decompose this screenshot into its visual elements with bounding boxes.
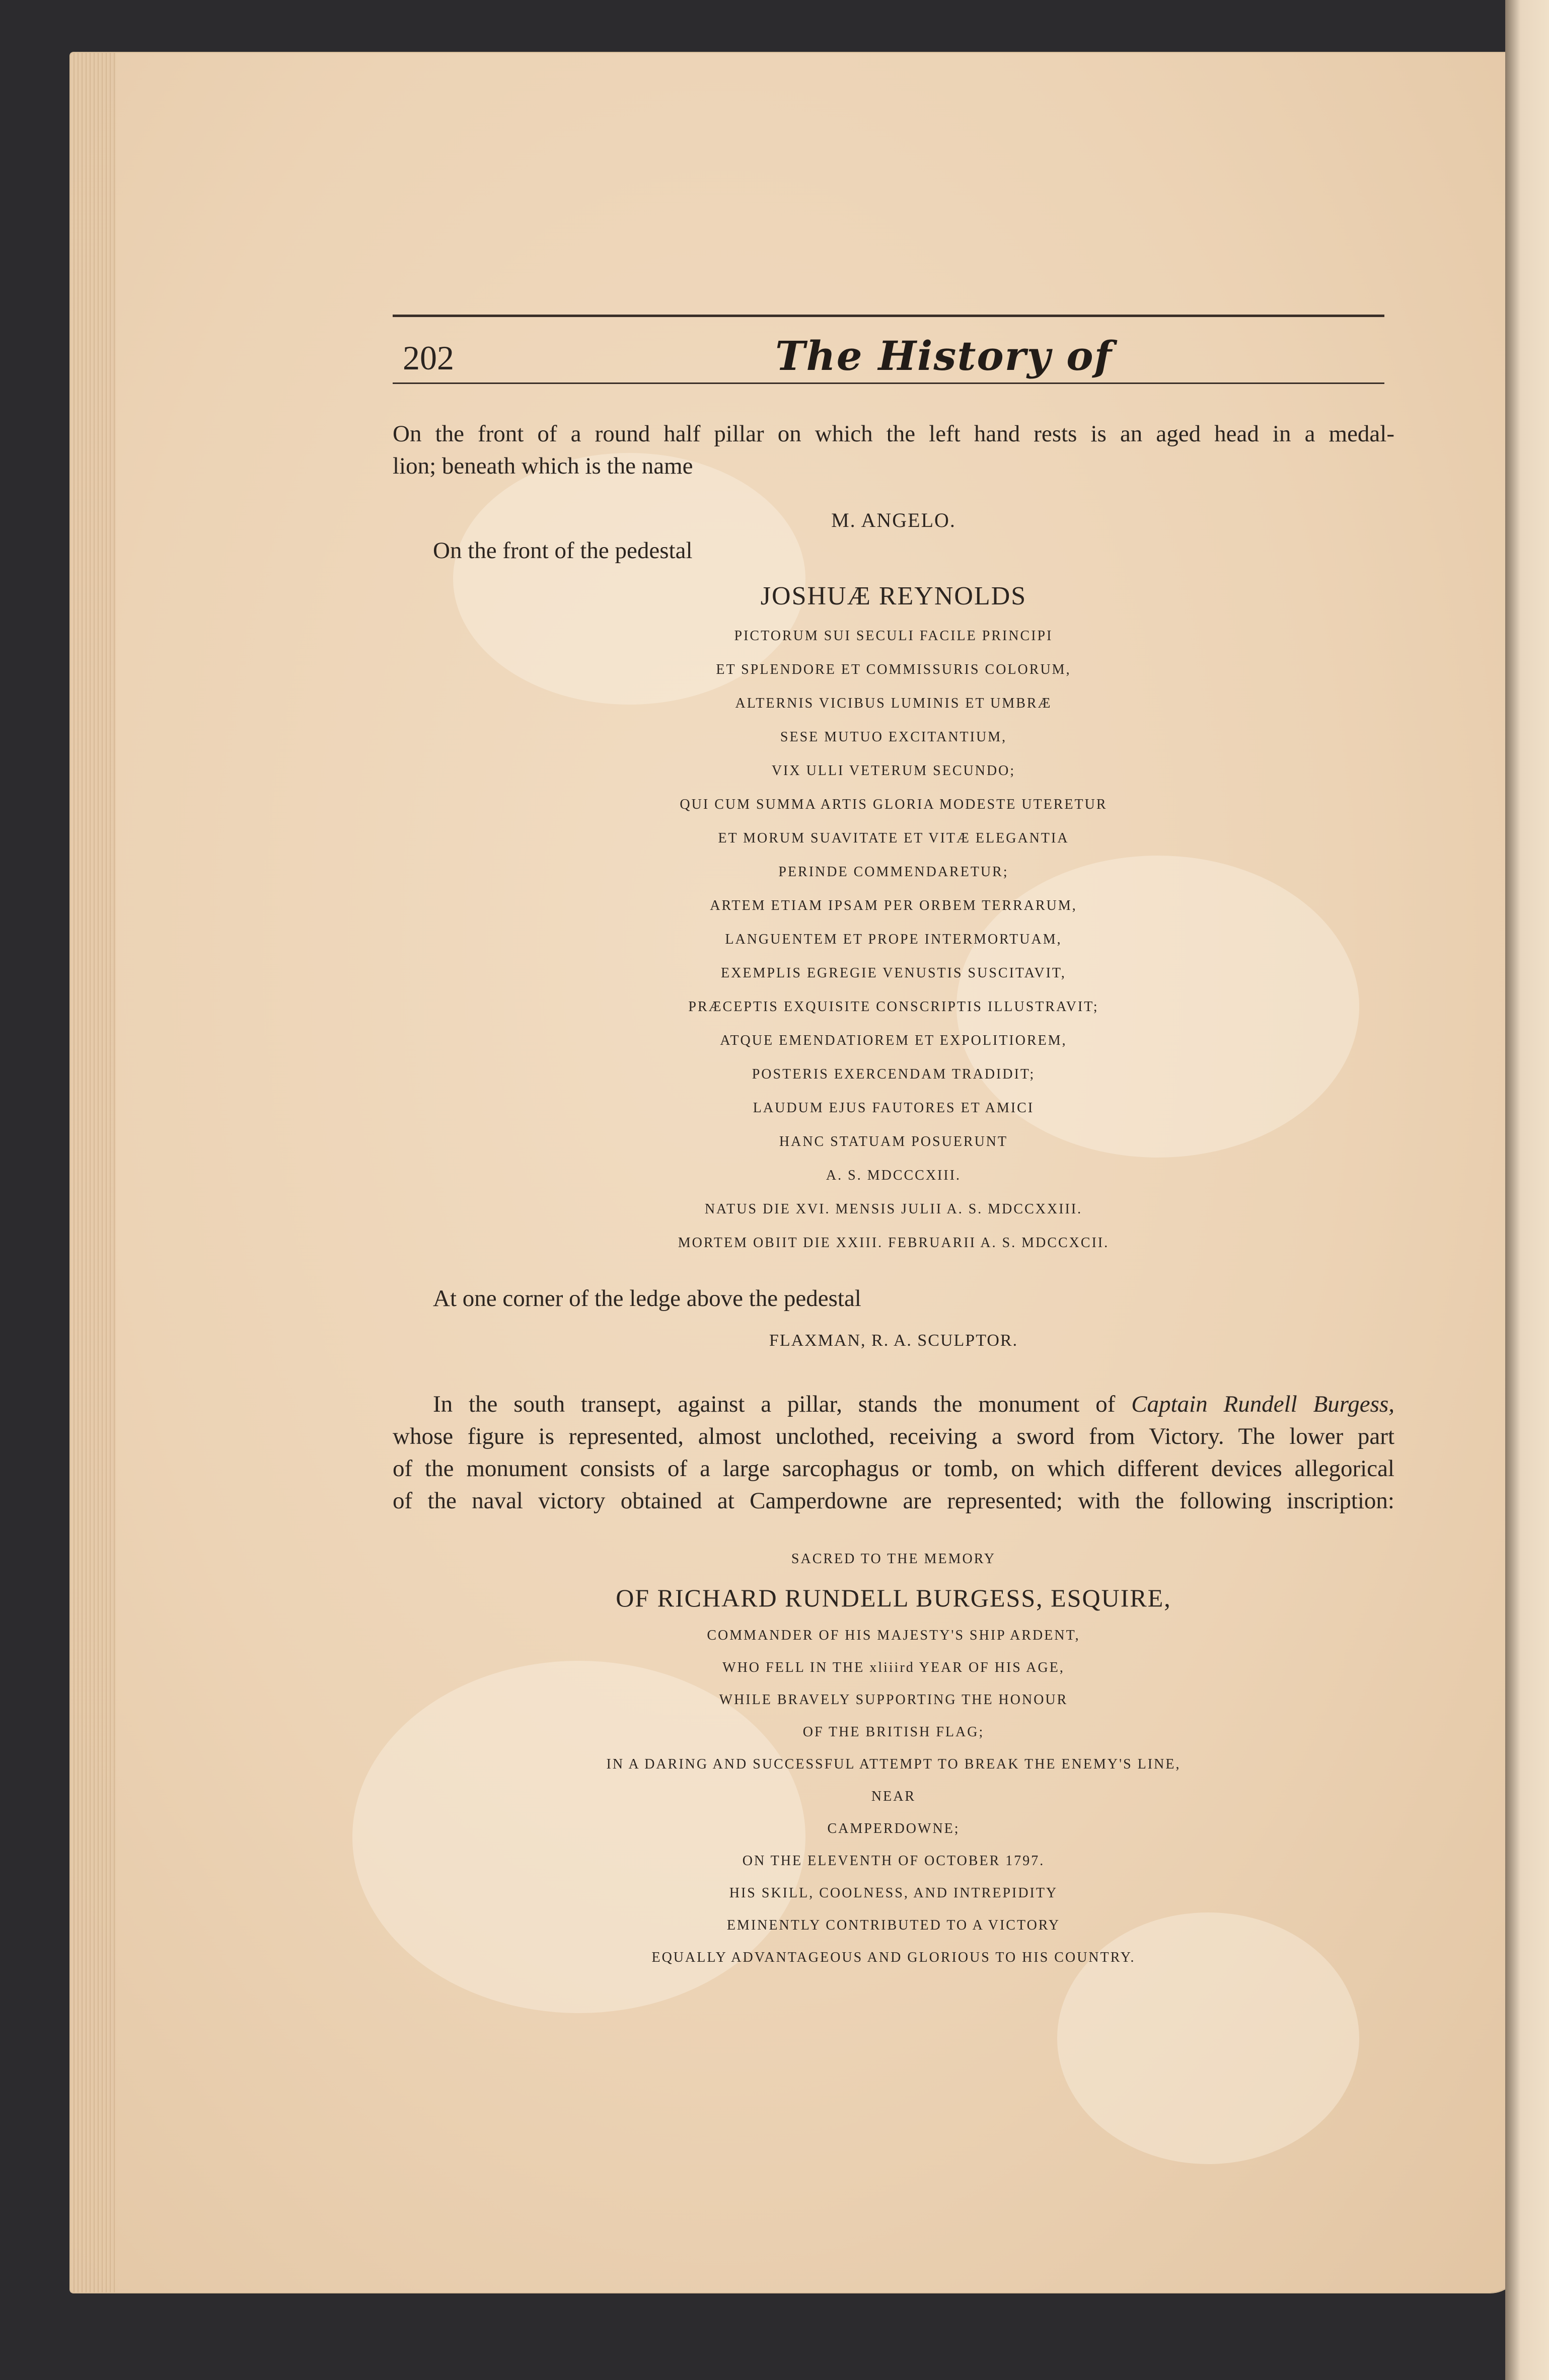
inscription-line: NATUS DIE XVI. MENSIS JULII A. S. MDCCXXIII. (704, 1201, 1083, 1217)
inscription-line: VIX ULLI VETERUM SECUNDO; (771, 763, 1016, 779)
inscription-line: QUI CUM SUMMA ARTIS GLORIA MODESTE UTERETUR (680, 797, 1108, 812)
inscription-line: A. S. MDCCCXIII. (826, 1168, 962, 1183)
page-number: 202 (403, 339, 454, 377)
inscription-line: IN A DARING AND SUCCESSFUL ATTEMPT TO BREAK THE ENEMY'S LINE, (606, 1756, 1181, 1772)
inscription-line: ET SPLENDORE ET COMMISSURIS COLORUM, (716, 662, 1071, 677)
inscription-line: POSTERIS EXERCENDAM TRADIDIT; (752, 1066, 1036, 1082)
inscription-line: OF THE BRITISH FLAG; (802, 1724, 985, 1740)
inscription-line: HANC STATUAM POSUERUNT (779, 1134, 1008, 1149)
inscription-line: WHO FELL IN THE xliiird YEAR OF HIS AGE, (722, 1660, 1065, 1675)
inscription-line: HIS SKILL, COOLNESS, AND INTREPIDITY (729, 1885, 1058, 1901)
inscription-line: LAUDUM EJUS FAUTORES ET AMICI (753, 1100, 1035, 1116)
inscription-line: EQUALLY ADVANTAGEOUS AND GLORIOUS TO HIS COUNTRY. (651, 1950, 1136, 1965)
name-angelo: M. ANGELO. (831, 509, 956, 531)
inscription-line: PRÆCEPTIS EXQUISITE CONSCRIPTIS ILLUSTRAVIT; (688, 999, 1099, 1015)
header-bottom-rule (393, 382, 1384, 384)
inscription-line: WHILE BRAVELY SUPPORTING THE HONOUR (719, 1692, 1068, 1708)
inscription-line: ALTERNIS VICIBUS LUMINIS ET UMBRÆ (735, 696, 1052, 711)
inscription-line: EMINENTLY CONTRIBUTED TO A VICTORY (726, 1917, 1061, 1933)
inscription-line: SESE MUTUO EXCITANTIUM, (780, 729, 1007, 745)
inscription-line: NEAR (871, 1789, 916, 1804)
inscription-line: ATQUE EMENDATIOREM ET EXPOLITIOREM, (720, 1033, 1067, 1048)
paragraph-pedestal: On the front of the pedestal (433, 538, 693, 564)
inscription-line: SACRED TO THE MEMORY (791, 1551, 996, 1567)
burgess-name: Captain Rundell Burgess, (1131, 1391, 1394, 1417)
paragraph-burgess (393, 1388, 1394, 1517)
text-line: lion; beneath which is the name (393, 453, 693, 479)
text-line (393, 1388, 1394, 1420)
text-span: In the south transept, against a pillar, stands the monument of (433, 1391, 1132, 1417)
inscription-line: MORTEM OBIIT DIE XXIII. FEBRUARII A. S. MDCCXCII. (678, 1235, 1110, 1251)
text-line: of the naval victory obtained at Camperdowne are represented; with the following inscription: (393, 1488, 1394, 1514)
text-line: of the monument consists of a large sarcophagus or tomb, on which different devices allegorical (393, 1455, 1394, 1482)
inscription-line: ET MORUM SUAVITATE ET VITÆ ELEGANTIA (718, 830, 1069, 846)
inscription-heading: OF RICHARD RUNDELL BURGESS, ESQUIRE, (616, 1584, 1171, 1612)
inscription-line: ARTEM ETIAM IPSAM PER ORBEM TERRARUM, (710, 898, 1077, 913)
paragraph-angelo (393, 418, 1394, 482)
inscription-line: CAMPERDOWNE; (827, 1821, 960, 1836)
inscription-heading: JOSHUÆ REYNOLDS (760, 582, 1027, 610)
inscription-line: PERINDE COMMENDARETUR; (778, 864, 1009, 880)
facing-page-edge (1505, 0, 1549, 2380)
inscription-line: COMMANDER OF HIS MAJESTY'S SHIP ARDENT, (707, 1628, 1080, 1643)
sculptor-credit: FLAXMAN, R. A. SCULPTOR. (769, 1331, 1018, 1350)
text-line: whose figure is represented, almost unclothed, receiving a sword from Victory. The lower part (393, 1423, 1394, 1449)
inscription-line: ON THE ELEVENTH OF OCTOBER 1797. (742, 1853, 1045, 1869)
inscription-line: LANGUENTEM ET PROPE INTERMORTUAM, (725, 932, 1062, 947)
text-line: On the front of a round half pillar on which the left hand rests is an aged head in a medal- (393, 421, 1394, 447)
paragraph-ledge: At one corner of the ledge above the pedestal (433, 1285, 861, 1312)
header-top-rule (393, 315, 1384, 317)
running-title: The History of (775, 332, 1113, 379)
inscription-line: PICTORUM SUI SECULI FACILE PRINCIPI (734, 628, 1053, 644)
inscription-line: EXEMPLIS EGREGIE VENUSTIS SUSCITAVIT, (721, 965, 1066, 981)
page-edges (70, 53, 116, 2292)
